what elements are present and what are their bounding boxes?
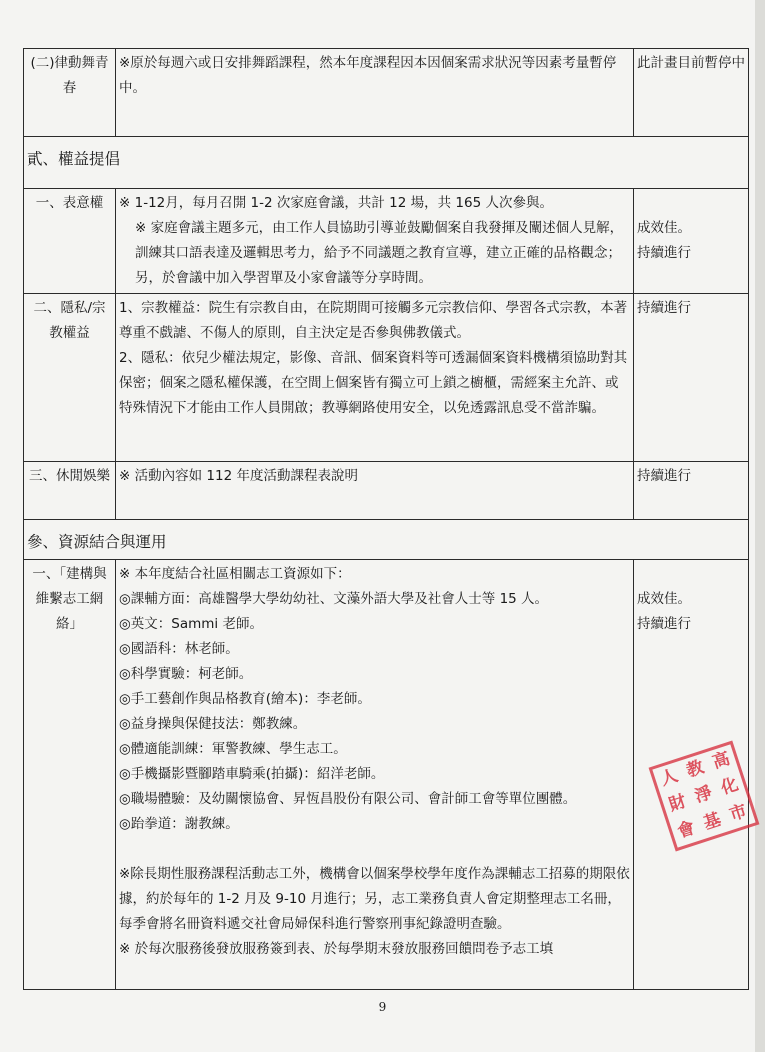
page-number: 9 xyxy=(378,1000,387,1014)
cell-label-expression: 一、表意權 xyxy=(24,189,116,294)
seal-char: 教 xyxy=(684,757,707,782)
cell-content-volunteer xyxy=(116,560,634,990)
cell-status-privacy: 持續進行 xyxy=(634,294,749,462)
scan-edge xyxy=(755,0,765,1052)
cell-status-expression xyxy=(634,189,749,294)
status-ongoing: 持續進行 xyxy=(637,245,691,261)
cell-content-dance: ※原於每週六或日安排舞蹈課程，然本年度課程因本因個案需求狀況等因素考量暫停中。 xyxy=(116,49,634,137)
section-title-rights: 貳、權益提倡 xyxy=(24,137,749,189)
row-privacy xyxy=(24,294,749,462)
status-ongoing: 持續進行 xyxy=(637,616,691,632)
volunteer-line: ◎手工藝創作與品格教育(繪本)：李老師。 xyxy=(119,691,371,707)
privacy-line: 2、隱私：依兒少權法規定，影像、音訊、個案資料等可透漏個案資料機構須協助對其保密；個案之隱私權保護，在空間上個案皆有獨立可上鎖之櫥櫃，需經案主允許、或特殊情況下才能由工作人員開啟；教導網路使用安全，以免透露訊息受不當詐騙。 xyxy=(119,350,628,416)
seal-char: 高 xyxy=(710,748,733,774)
row-dance xyxy=(24,49,749,137)
plan-table xyxy=(23,48,749,990)
volunteer-line: ◎職場體驗：及幼關懷協會、昇恆昌股份有限公司、會計師工會等單位團體。 xyxy=(119,791,577,807)
cell-content-expression xyxy=(116,189,634,294)
seal-char: 人 xyxy=(658,765,681,790)
cell-content-privacy xyxy=(116,294,634,462)
volunteer-line: ◎國語科：林老師。 xyxy=(119,641,239,657)
expression-line: ※ 1-12月，每月召開 1-2 次家庭會議，共計 12 場，共 165 人次參與。 xyxy=(119,195,553,211)
volunteer-line: ◎科學實驗：柯老師。 xyxy=(119,666,253,682)
seal-char: 會 xyxy=(675,817,698,842)
row-leisure xyxy=(24,462,749,520)
volunteer-last-line: ※ 於每次服務後發放服務簽到表、於每學期末發放服務回饋問卷予志工填 xyxy=(119,941,554,957)
row-volunteer xyxy=(24,560,749,990)
cell-content-leisure: ※ 活動內容如 112 年度活動課程表說明 xyxy=(116,462,634,520)
seal-char: 基 xyxy=(701,809,724,834)
volunteer-line: ◎課輔方面：高雄醫學大學幼幼社、文藻外語大學及社會人士等 15 人。 xyxy=(119,591,549,607)
volunteer-line: ※ 本年度結合社區相關志工資源如下： xyxy=(119,566,351,582)
row-expression xyxy=(24,189,749,294)
seal-char: 市 xyxy=(727,800,750,826)
volunteer-line: ◎跆拳道：謝教練。 xyxy=(119,816,239,832)
cell-status-leisure: 持續進行 xyxy=(634,462,749,520)
privacy-line: 1、宗教權益：院生有宗教自由，在院期間可接觸多元宗教信仰、學習各式宗教，本著尊重不戲謔、不傷人的原則，自主決定是否參與佛教儀式。 xyxy=(119,300,628,341)
cell-label-privacy: 二、隱私/宗教權益 xyxy=(24,294,116,462)
status-effective: 成效佳。 xyxy=(637,220,691,236)
cell-label-volunteer: 一、「建構與維繫志工網絡」 xyxy=(24,560,116,990)
volunteer-line: ◎益身操與保健技法：鄭教練。 xyxy=(119,716,307,732)
section-title-resources: 參、資源結合與運用 xyxy=(24,520,749,560)
cell-label-leisure: 三、休閒娛樂 xyxy=(24,462,116,520)
cell-label-dance: (二)律動舞青春 xyxy=(24,49,116,137)
seal-char: 財 xyxy=(666,791,689,816)
volunteer-line: ◎手機攝影暨腳踏車騎乘(拍攝)：紹洋老師。 xyxy=(119,766,385,782)
seal-char: 化 xyxy=(718,774,741,800)
expression-line: ※ 家庭會議主題多元，由工作人員協助引導並鼓勵個案自我發揮及闡述個人見解，訓練其口語表達及邏輯思考力，給予不同議題之教育宣導，建立正確的品格觀念；另，於會議中加入學習單及小家會議等分享時間。 xyxy=(135,220,624,286)
cell-status-dance: 此計畫目前暫停中 xyxy=(634,49,749,137)
section-heading-resources xyxy=(24,520,749,560)
volunteer-paragraph: ※除長期性服務課程活動志工外，機構會以個案學校學年度作為課輔志工招募的期限依據，約於每年的 1-2 月及 9-10 月進行；另，志工業務負責人會定期整理志工名冊，每季會將名冊資料遞交社會局婦保科進行警察刑事紀錄證明查驗。 xyxy=(119,866,630,932)
volunteer-line: ◎體適能訓練：軍警教練、學生志工。 xyxy=(119,741,347,757)
seal-char: 淨 xyxy=(692,783,715,808)
status-effective: 成效佳。 xyxy=(637,591,691,607)
volunteer-line: ◎英文：Sammi 老師。 xyxy=(119,616,263,632)
section-heading-rights xyxy=(24,137,749,189)
